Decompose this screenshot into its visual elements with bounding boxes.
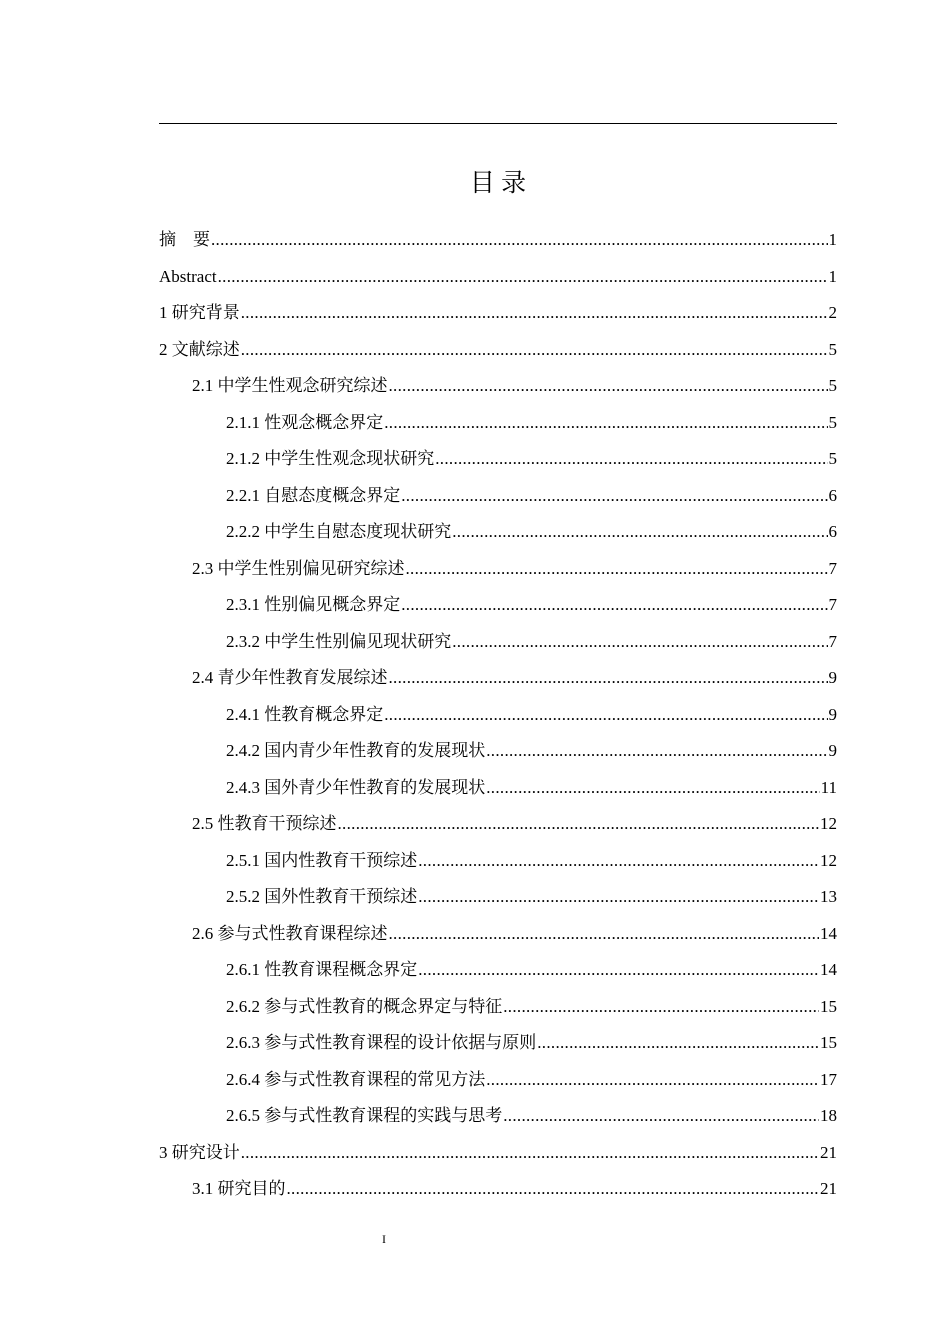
toc-entry[interactable]: [159, 1135, 837, 1172]
toc-entry-page: 9: [828, 668, 837, 687]
toc-entry-title: 2.4.2 国内青少年性教育的发展现状: [226, 741, 486, 760]
toc-entry-title: Abstract: [159, 266, 217, 286]
toc-entry[interactable]: [159, 514, 837, 551]
toc-entry[interactable]: [159, 587, 837, 624]
toc-dot-leader: [503, 1098, 819, 1135]
toc-entry-title: 3.1 研究目的: [192, 1179, 286, 1198]
toc-dot-leader: [418, 843, 819, 880]
toc-entry[interactable]: [159, 259, 837, 296]
page-title: 目 录: [469, 170, 527, 197]
toc-entry-title: 摘 要: [159, 230, 210, 249]
toc-entry-title: 2.4.1 性教育概念界定: [226, 704, 384, 724]
toc-entry[interactable]: [159, 660, 837, 697]
toc-entry-title: 2.2.2 中学生自慰态度现状研究: [226, 522, 452, 541]
toc-entry-page: 6: [828, 485, 837, 505]
toc-entry-page: 6: [828, 522, 837, 541]
toc-entry-title: 2.1.2 中学生性观念现状研究: [226, 449, 435, 468]
toc-entry[interactable]: [159, 405, 837, 442]
toc-dot-leader: [486, 733, 827, 770]
toc-entry-title: 2.3.2 中学生性别偏见现状研究: [226, 631, 452, 651]
toc-entry-page: 5: [828, 339, 837, 359]
toc-entry[interactable]: [159, 1171, 837, 1208]
toc-entry-page: 17: [820, 1069, 837, 1089]
toc-entry-title: 2.2.1 自慰态度概念界定: [226, 485, 401, 505]
toc-dot-leader: [241, 332, 828, 369]
toc-entry[interactable]: [159, 806, 837, 843]
toc-entry[interactable]: [159, 843, 837, 880]
toc-entry-page: 13: [820, 887, 837, 906]
toc-dot-leader: [241, 295, 828, 332]
toc-entry-title: 2.4.3 国外青少年性教育的发展现状: [226, 777, 486, 797]
toc-entry[interactable]: [159, 332, 837, 369]
toc-entry-title: 2.3.1 性别偏见概念界定: [226, 595, 401, 614]
toc-entry[interactable]: [159, 551, 837, 588]
toc-dot-leader: [435, 441, 827, 478]
toc-entry-page: 18: [820, 1106, 837, 1125]
toc-entry-title: 2.6.2 参与式性教育的概念界定与特征: [226, 996, 503, 1016]
toc-entry-page: 15: [820, 1033, 837, 1052]
toc-dot-leader: [486, 770, 819, 807]
toc-entry-page: 21: [820, 1142, 837, 1162]
toc-entry-page: 7: [828, 558, 837, 578]
toc-dot-leader: [218, 259, 828, 296]
toc-entry-page: 5: [828, 376, 837, 395]
toc-entry-title: 2.5 性教育干预综述: [192, 814, 337, 833]
toc-entry[interactable]: [159, 916, 837, 953]
toc-entry-title: 2.3 中学生性别偏见研究综述: [192, 558, 405, 578]
toc-entry[interactable]: [159, 624, 837, 661]
toc-dot-leader: [452, 514, 827, 551]
toc-entry-title: 2.6.5 参与式性教育课程的实践与思考: [226, 1106, 503, 1125]
toc-entry[interactable]: [159, 368, 837, 405]
toc-entry[interactable]: [159, 1062, 837, 1099]
toc-entry-page: 1: [828, 230, 837, 249]
toc-entry[interactable]: [159, 295, 837, 332]
toc-entry[interactable]: [159, 770, 837, 807]
toc-entry-title: 3 研究设计: [159, 1142, 240, 1162]
table-of-contents: [159, 222, 837, 1208]
toc-entry-page: 12: [820, 850, 837, 870]
toc-dot-leader: [287, 1171, 820, 1208]
header-rule: [159, 123, 837, 124]
toc-entry-title: 2.1.1 性观念概念界定: [226, 412, 384, 432]
toc-entry-page: 15: [820, 996, 837, 1016]
toc-dot-leader: [418, 879, 819, 916]
toc-dot-leader: [389, 368, 828, 405]
toc-entry[interactable]: [159, 733, 837, 770]
toc-entry[interactable]: [159, 952, 837, 989]
toc-entry-title: 2.4 青少年性教育发展综述: [192, 668, 388, 687]
toc-entry-title: 2 文献综述: [159, 339, 240, 359]
toc-entry-page: 11: [820, 777, 837, 797]
toc-entry-page: 9: [828, 741, 837, 760]
toc-dot-leader: [384, 697, 827, 734]
toc-dot-leader: [418, 952, 819, 989]
toc-entry[interactable]: [159, 989, 837, 1026]
toc-entry-title: 1 研究背景: [159, 303, 240, 322]
toc-entry-title: 2.5.2 国外性教育干预综述: [226, 887, 418, 906]
toc-entry-title: 2.1 中学生性观念研究综述: [192, 376, 388, 395]
toc-dot-leader: [452, 624, 827, 661]
toc-entry-page: 1: [828, 266, 837, 286]
toc-entry-title: 2.5.1 国内性教育干预综述: [226, 850, 418, 870]
toc-entry-title: 2.6.4 参与式性教育课程的常见方法: [226, 1069, 486, 1089]
toc-entry[interactable]: [159, 697, 837, 734]
toc-entry[interactable]: [159, 1098, 837, 1135]
toc-entry-title: 2.6.1 性教育课程概念界定: [226, 960, 418, 979]
toc-entry-page: 9: [828, 704, 837, 724]
toc-entry-page: 21: [820, 1179, 837, 1198]
toc-entry-page: 5: [828, 449, 837, 468]
toc-dot-leader: [389, 916, 820, 953]
toc-entry[interactable]: [159, 478, 837, 515]
toc-dot-leader: [401, 478, 827, 515]
toc-entry-page: 5: [828, 412, 837, 432]
toc-dot-leader: [503, 989, 819, 1026]
toc-entry-page: 7: [828, 595, 837, 614]
toc-entry-page: 14: [820, 923, 837, 943]
toc-entry[interactable]: [159, 441, 837, 478]
toc-dot-leader: [389, 660, 828, 697]
toc-dot-leader: [241, 1135, 819, 1172]
toc-entry-page: 14: [820, 960, 837, 979]
toc-entry[interactable]: [159, 1025, 837, 1062]
toc-dot-leader: [401, 587, 827, 624]
footer-page-number: I: [382, 1232, 386, 1246]
toc-entry-title: 2.6 参与式性教育课程综述: [192, 923, 388, 943]
toc-dot-leader: [537, 1025, 819, 1062]
toc-dot-leader: [406, 551, 828, 588]
toc-entry-page: 2: [828, 303, 837, 322]
toc-entry-title: 2.6.3 参与式性教育课程的设计依据与原则: [226, 1033, 537, 1052]
toc-entry[interactable]: [159, 879, 837, 916]
toc-dot-leader: [384, 405, 827, 442]
toc-entry-page: 7: [828, 631, 837, 651]
toc-entry-page: 12: [820, 814, 837, 833]
toc-entry[interactable]: [159, 222, 837, 259]
toc-dot-leader: [211, 222, 828, 259]
toc-dot-leader: [486, 1062, 819, 1099]
toc-dot-leader: [338, 806, 820, 843]
